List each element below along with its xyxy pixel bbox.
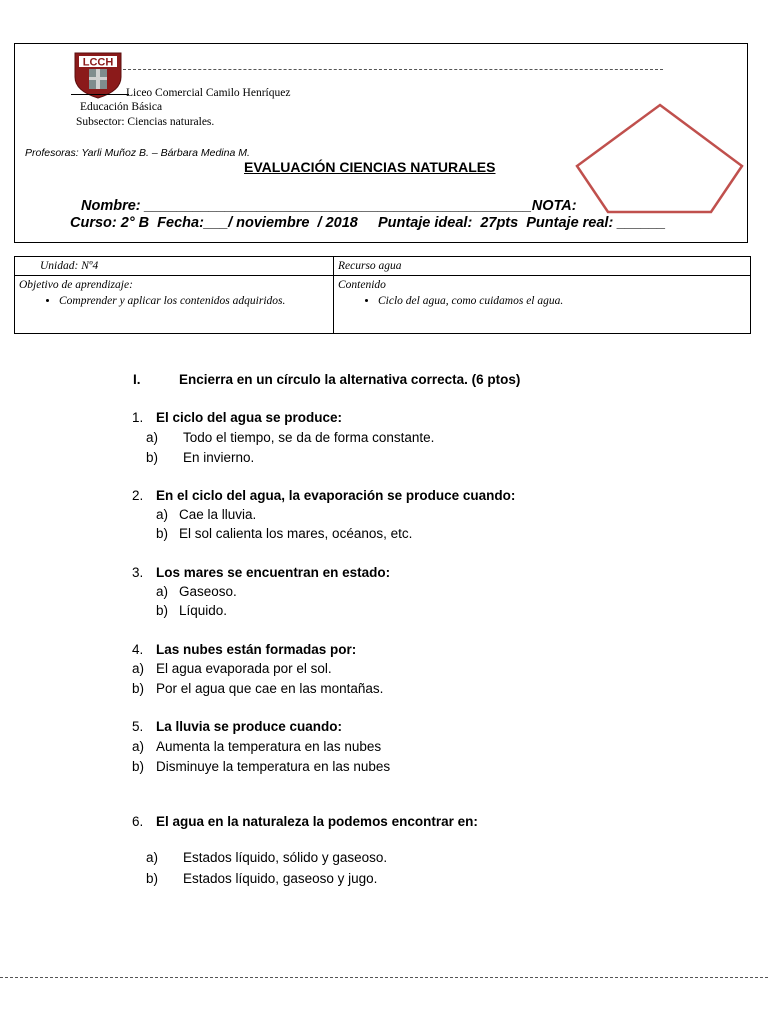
question-text: En el ciclo del agua, la evaporación se produce cuando: — [156, 488, 516, 503]
header-dashed-line — [123, 69, 663, 70]
school-logo-icon — [73, 51, 123, 99]
question-number: 3. — [132, 565, 144, 580]
question-number: 1. — [132, 410, 144, 425]
question-number: 2. — [132, 488, 144, 503]
question-text: La lluvia se produce cuando: — [156, 719, 343, 734]
option-text[interactable]: Por el agua que cae en las montañas. — [156, 681, 384, 696]
option-letter[interactable]: b) — [146, 871, 159, 886]
question-number: 5. — [132, 719, 144, 734]
unit-cell: Unidad: Nº4 — [15, 257, 334, 276]
option-letter[interactable]: b) — [132, 759, 145, 774]
school-level: Educación Básica — [80, 101, 163, 113]
table-row — [15, 257, 751, 276]
option-text[interactable]: Aumenta la temperatura en las nubes — [156, 739, 382, 754]
option-letter[interactable]: a) — [132, 739, 145, 754]
evaluation-title: EVALUACIÓN CIENCIAS NATURALES — [244, 159, 496, 175]
option-text[interactable]: Disminuye la temperatura en las nubes — [156, 759, 391, 774]
option-text[interactable]: El sol calienta los mares, océanos, etc. — [179, 526, 413, 541]
option-letter[interactable]: b) — [156, 603, 169, 618]
objective-item: • Comprender y aplicar los contenidos adquiridos. — [59, 293, 329, 309]
content-label: Contenido — [338, 279, 386, 291]
school-name: Liceo Comercial Camilo Henríquez — [126, 87, 291, 99]
section-number: I. — [133, 372, 141, 387]
option-letter[interactable]: a) — [156, 584, 169, 599]
section-instruction: Encierra en un círculo la alternativa correcta. (6 ptos) — [179, 372, 521, 387]
option-letter[interactable]: a) — [146, 850, 159, 865]
question-text: El agua en la naturaleza la podemos encontrar en: — [156, 814, 478, 829]
option-letter[interactable]: b) — [156, 526, 169, 541]
question-number: 4. — [132, 642, 144, 657]
option-text[interactable]: Todo el tiempo, se da de forma constante. — [183, 430, 435, 445]
objective-label: Objetivo de aprendizaje: — [19, 279, 133, 291]
school-subsector: Subsector: Ciencias naturales. — [76, 116, 215, 128]
option-text[interactable]: Líquido. — [179, 603, 228, 618]
option-text[interactable]: El agua evaporada por el sol. — [156, 661, 332, 676]
grade-pentagon — [575, 100, 745, 218]
content-list — [338, 293, 746, 309]
content-item: • Ciclo del agua, como cuidamos el agua. — [378, 293, 746, 309]
teachers-line: Profesoras: Yarli Muñoz B. – Bárbara Medina M. — [25, 147, 250, 159]
option-letter[interactable]: b) — [132, 681, 145, 696]
option-text[interactable]: Gaseoso. — [179, 584, 237, 599]
option-letter[interactable]: a) — [146, 430, 159, 445]
page-cut-line — [0, 977, 768, 978]
logo-underline — [71, 94, 129, 95]
option-letter[interactable]: b) — [146, 450, 159, 465]
objective-cell — [15, 276, 334, 334]
info-table — [14, 256, 751, 334]
option-text[interactable]: Cae la lluvia. — [179, 507, 257, 522]
question-text: Los mares se encuentran en estado: — [156, 565, 391, 580]
resource-cell: Recurso agua — [334, 257, 751, 276]
question-text: Las nubes están formadas por: — [156, 642, 357, 657]
logo-text: LCCH — [82, 56, 114, 69]
option-letter[interactable]: a) — [132, 661, 145, 676]
table-row — [15, 276, 751, 334]
name-grade-line: Nombre: ________________________________________________NOTA: — [81, 198, 577, 214]
objective-list — [19, 293, 329, 309]
question-number: 6. — [132, 814, 144, 829]
content-cell — [334, 276, 751, 334]
header-box — [14, 43, 748, 243]
option-text[interactable]: Estados líquido, gaseoso y jugo. — [183, 871, 378, 886]
option-text[interactable]: Estados líquido, sólido y gaseoso. — [183, 850, 388, 865]
question-text: El ciclo del agua se produce: — [156, 410, 343, 425]
option-letter[interactable]: a) — [156, 507, 169, 522]
course-date-score-line: Curso: 2° B Fecha:___/ noviembre / 2018 Puntaje ideal: 27pts Puntaje real: ______ — [70, 215, 666, 231]
option-text[interactable]: En invierno. — [183, 450, 255, 465]
